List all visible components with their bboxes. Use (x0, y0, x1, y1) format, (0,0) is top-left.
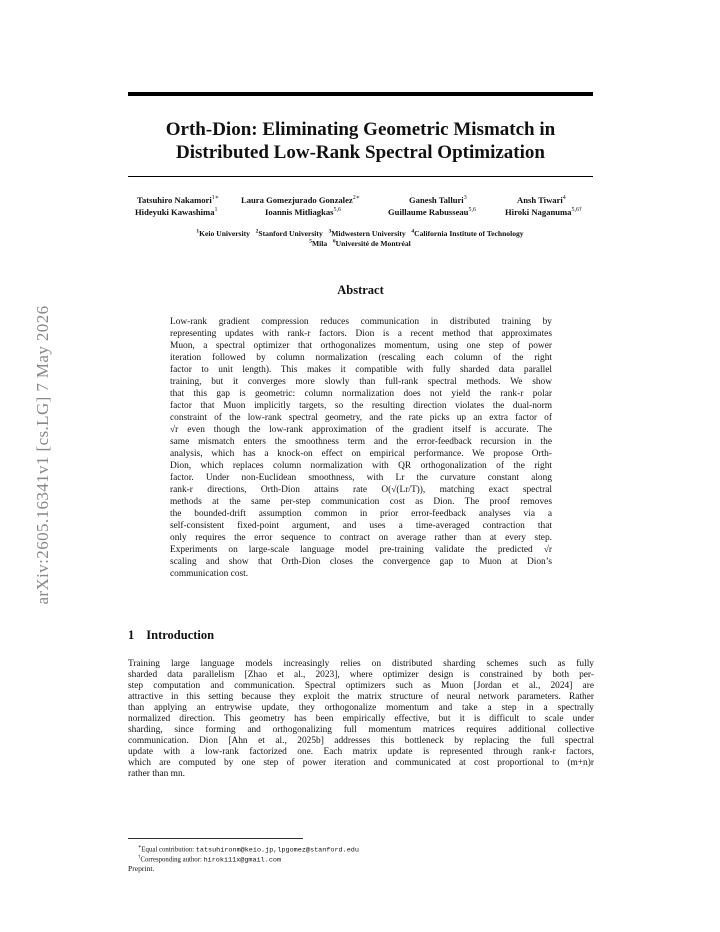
abstract-line: scaling and show that Orth-Dion closes the convergence gap to Muon at Dion’s (170, 557, 552, 567)
body-line: which are computed by one step of power iteration and communicated at cost proportional to (m+n)r (128, 758, 594, 768)
title-top-rule (128, 92, 593, 96)
abstract-line: self-consistent fixed-point argument, and uses a time-averaged contraction that (170, 521, 552, 531)
body-line: update with a low-rank factorized one. Each matrix update is represented through rank-r factors, (128, 747, 594, 757)
author: Hideyuki Kawashima$^1$ (135, 206, 218, 217)
body-line: sharding, since forming and orthogonalizing full momentum matrices requires additional collective (128, 725, 594, 735)
footnote: ∗Equal contribution: tatsuhironm@keio.jp,lpgomez@stanford.edu (138, 845, 359, 855)
preprint-note: Preprint. (128, 864, 155, 873)
affiliation: $^6$Université de Montréal (332, 238, 411, 248)
abstract-line: the bounded-drift assumption common in prior error-feedback analyses via a (170, 509, 552, 519)
affiliation: $^4$California Institute of Technology (411, 228, 524, 238)
abstract-line: √r even though the low-rank approximation of the gradient itself is accurate. The (170, 425, 552, 435)
abstract-line: training, but it converges more slowly than full-rank spectral methods. We show (170, 377, 552, 387)
abstract-line: methods at the same per-step communication cost as Dion. The proof removes (170, 497, 552, 507)
abstract-heading: Abstract (337, 283, 384, 297)
title-bottom-rule (128, 176, 593, 177)
abstract-line: only requires the error sequence to contract on average rather than at every step. (170, 533, 552, 543)
section-heading (128, 628, 214, 643)
abstract-line: Muon, a spectral optimizer that orthogonalizes momentum, using one step of power (170, 341, 552, 351)
footnote-rule (128, 838, 303, 839)
author: Tatsuhiro Nakamori$^{1∗}$ (137, 194, 219, 205)
abstract-line: same mismatch enters the smoothness term and the error-feedback recursion in the (170, 437, 552, 447)
body-line: attractive in this setting because they exploit the matrix structure of neural network parameters. Rather (128, 692, 594, 702)
abstract-line: factor that Muon implicitly targets, so the resulting direction violates the dual-norm (170, 401, 552, 411)
body-line: normalized direction. This geometry has been empirically effective, but it is difficult to scale under (128, 714, 594, 724)
abstract-line: Experiments on large-scale language model pre-training validate the predicted √r (170, 545, 552, 555)
section-number: 1 (128, 628, 135, 642)
author: Hiroki Naganuma$^{5,6\dagger}$ (505, 206, 582, 217)
footnote: †Corresponding author: hiroki11x@gmail.com (138, 855, 282, 865)
affiliation: $^2$Stanford University (255, 228, 323, 238)
author: Guillaume Rabusseau$^{5,6}$ (388, 206, 476, 217)
paper-title (128, 118, 593, 164)
abstract-line: rank-r directions, Orth-Dion attains rate O(√(Lr/T)), matching exact spectral (170, 485, 552, 495)
author: Ioannis Mitliagkas$^{5,6}$ (265, 206, 342, 217)
title-line: Distributed Low-Rank Spectral Optimization (176, 142, 545, 163)
abstract-line: communication cost. (170, 569, 249, 579)
abstract-line: Dion, which replaces column normalization with QR orthogonalization of the right (170, 461, 552, 471)
body-line: Training large language models increasingly relies on distributed sharding schemes such as fully (128, 659, 594, 669)
body-line: than applying an entrywise update, they orthogonalize momentum and take a step in a spectrally (128, 703, 594, 713)
title-line: Orth-Dion: Eliminating Geometric Mismatch in (165, 119, 556, 140)
abstract-line: factor. Under non-Euclidean smoothness, with Lr the curvature constant along (170, 473, 552, 483)
author: Ganesh Talluri$^3$ (409, 194, 467, 205)
abstract-line: constraint of the low-rank spectral geometry, and the rate picks up an extra factor of (170, 413, 552, 423)
abstract-line: representing updates with rank-r factors. Dion is a recent method that approximates (170, 329, 552, 339)
affiliation: $^3$Midwestern University (328, 228, 406, 238)
affiliation: $^5$Mila (309, 238, 328, 248)
abstract-line: Low-rank gradient compression reduces communication in distributed training by (170, 317, 552, 327)
body-line: communication. Dion [Ahn et al., 2025b] addresses this bottleneck by replacing the full spectral (128, 736, 594, 746)
abstract-line: factor to unit length). This makes it compatible with fully sharded data parallel (170, 365, 552, 375)
body-line: rather than mn. (128, 769, 186, 779)
body-line: sharded data parallelism [Zhao et al., 2023], where optimizer design is constrained by both per- (128, 670, 594, 680)
author: Ansh Tiwari$^4$ (517, 194, 566, 205)
body-line: step computation and communication. Spectral optimizers such as Muon [Jordan et al., 2024] are (128, 681, 594, 691)
arxiv-identifier: arXiv:2605.16341v1 [cs.LG] 7 May 2026 (33, 304, 52, 605)
affiliation: $^1$Keio University (196, 228, 250, 238)
abstract-line: that this gap is geometric: column normalization does not yield the rank-r polar (170, 389, 552, 399)
author: Laura Gomezjurado Gonzalez$^{2∗}$ (241, 194, 360, 205)
abstract-line: analysis, which has a knock-on effect on empirical performance. We propose Orth- (170, 449, 552, 459)
affiliations (120, 236, 600, 249)
section-title: Introduction (146, 628, 215, 642)
abstract-line: iteration followed by column normalization (rescaling each column of the right (170, 353, 552, 363)
